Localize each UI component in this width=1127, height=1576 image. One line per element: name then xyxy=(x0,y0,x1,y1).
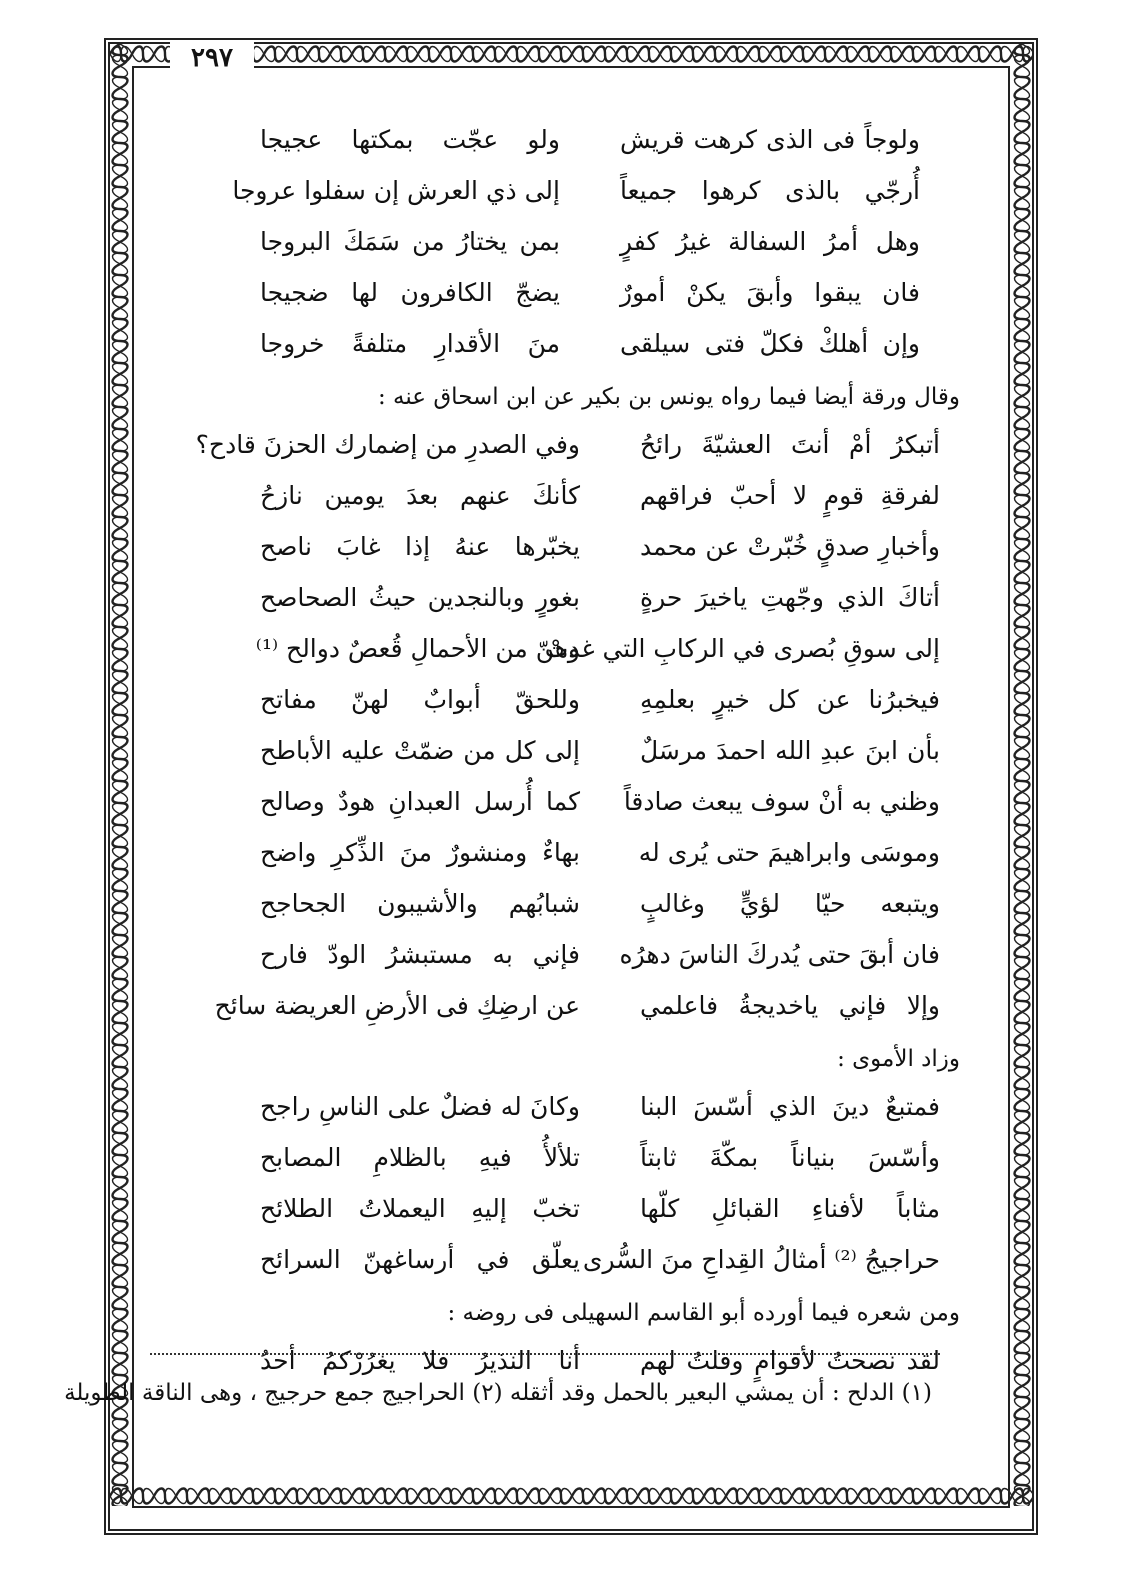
footnote: (١) الدلح : أن يمشي البعير بالحمل وقد أثقله (٢) الحراجيج جمع حرجيج ، وهى الناقة الطويلة xyxy=(64,1380,932,1406)
verse-line xyxy=(150,729,980,780)
verse-line xyxy=(150,831,980,882)
verse-line xyxy=(150,118,980,169)
verse-first-hemistich: إلى سوقِ بُصرى في الركابِ التي غدتْ xyxy=(544,634,940,663)
ornament-band-bottom xyxy=(110,1486,1032,1506)
page-number: ٢٩٧ xyxy=(170,40,254,76)
verse-line xyxy=(150,474,980,525)
verse-second-hemistich: وكانَ له فضلٌ على الناسِ راجح xyxy=(260,1092,580,1121)
verse-second-hemistich: بمن يختارُ من سَمَكَ البروجا xyxy=(260,227,560,256)
verse-second-hemistich: يضجّ الكافرون لها ضجيجا xyxy=(260,278,560,307)
verse-first-hemistich: حراجيجُ ⁽²⁾ أمثالُ القِداحِ منَ السُّرى xyxy=(582,1245,940,1274)
verse-first-hemistich: ويتبعه حيّا لؤيٍّ وغالبٍ xyxy=(640,889,940,918)
verse-line xyxy=(150,780,980,831)
verse-first-hemistich: وظني به أنْ سوف يبعث صادقاً xyxy=(623,787,940,816)
verse-first-hemistich: وأسّسَ بنياناً بمكّةَ ثابتاً xyxy=(640,1143,940,1172)
verse-first-hemistich: وموسَى وابراهيمَ حتى يُرى له xyxy=(638,838,940,867)
section-intro: ومن شعره فيما أورده أبو القاسم السهيلى فى روضه : xyxy=(447,1300,960,1326)
verse-first-hemistich: وهل أمرُ السفالة غيرُ كفرٍ xyxy=(620,227,920,256)
verse-second-hemistich: تلألأُ فيهِ بالظلامِ المصابح xyxy=(260,1143,580,1172)
verse-first-hemistich: فمتبعٌ دينَ الذي أسّسَ البنا xyxy=(640,1092,940,1121)
footnote-separator xyxy=(150,1353,940,1355)
verse-line xyxy=(150,1136,980,1187)
verse-second-hemistich: وللحقّ أبوابٌ لهنّ مفاتح xyxy=(260,685,580,714)
section-intro: وزاد الأموى : xyxy=(837,1046,960,1072)
ornament-band-right xyxy=(1012,44,1032,1506)
verse-line xyxy=(150,322,980,373)
verse-second-hemistich: فإني به مستبشرُ الودّ فارح xyxy=(260,940,580,969)
section-intro: وقال ورقة أيضا فيما رواه يونس بن بكير عن ابن اسحاق عنه : xyxy=(377,384,960,410)
poem-section-3 xyxy=(150,1085,980,1289)
verse-line xyxy=(150,271,980,322)
verse-first-hemistich: وإلا فإني ياخديجةُ فاعلمي xyxy=(640,991,940,1020)
verse-first-hemistich: مثاباً لأفناءِ القبائلِ كلّها xyxy=(640,1194,940,1223)
verse-second-hemistich: عن ارضِكِ فى الأرضِ العريضة سائح xyxy=(214,991,580,1020)
verse-second-hemistich: تخبّ إليهِ اليعملاتُ الطلائح xyxy=(260,1194,580,1223)
verse-first-hemistich: فان أبقَ حتى يُدركَ الناسَ دهرُه xyxy=(619,940,940,969)
poem-content xyxy=(150,118,980,1390)
verse-first-hemistich: بأن ابنَ عبدِ الله احمدَ مرسَلٌ xyxy=(640,736,940,765)
poem-section-2 xyxy=(150,423,980,1035)
verse-second-hemistich: منَ الأقدارِ متلفةً خروجا xyxy=(260,329,560,358)
verse-first-hemistich: لقد نصحتُ لأقوامٍ وقلتُ لهم xyxy=(640,1346,940,1375)
verse-first-hemistich: ولوجاً فى الذى كرهت قريش xyxy=(620,125,920,154)
verse-first-hemistich: أتبكرُ أمْ أنتَ العشيّةَ رائحُ xyxy=(640,430,940,459)
verse-second-hemistich: يعلّق في أرساغهنّ السرائح xyxy=(260,1245,580,1274)
verse-line xyxy=(150,169,980,220)
verse-line xyxy=(150,525,980,576)
verse-first-hemistich: فان يبقوا وأبقَ يكنْ أمورٌ xyxy=(620,278,920,307)
verse-line xyxy=(150,1238,980,1289)
verse-line xyxy=(150,1187,980,1238)
verse-first-hemistich: أتاكَ الذي وجّهتِ ياخيرَ حرةٍ xyxy=(640,583,940,612)
verse-line xyxy=(150,576,980,627)
verse-line xyxy=(150,627,980,678)
verse-second-hemistich: شبابُهم والأشيبون الجحاجح xyxy=(260,889,580,918)
verse-line xyxy=(150,220,980,271)
verse-line xyxy=(150,882,980,933)
verse-first-hemistich: وأخبارِ صدقٍ خُبّرتْ عن محمد xyxy=(640,532,940,561)
ornament-band-left xyxy=(110,44,130,1506)
verse-second-hemistich: وفي الصدرِ من إضمارك الحزنَ قادح؟ xyxy=(195,430,580,459)
verse-line xyxy=(150,1085,980,1136)
verse-second-hemistich: بغورٍ وبالنجدين حيثُ الصحاصح xyxy=(260,583,580,612)
verse-second-hemistich: أنا النذيرُ فلا يغرُرْكمُ أحدُ xyxy=(260,1346,580,1375)
verse-first-hemistich: وإن أهلكْ فكلّ فتى سيلقى xyxy=(620,329,920,358)
verse-first-hemistich: فيخبرُنا عن كل خيرٍ بعلمِهِ xyxy=(640,685,940,714)
verse-second-hemistich: كأنكَ عنهم بعدَ يومين نازحُ xyxy=(260,481,580,510)
verse-line xyxy=(150,423,980,474)
verse-second-hemistich: إلى كل من ضمّتْ عليه الأباطح xyxy=(260,736,580,765)
poem-section-1 xyxy=(150,118,980,373)
verse-line xyxy=(150,984,980,1035)
verse-second-hemistich: وهنّ من الأحمالِ قُعصٌ دوالح ⁽¹⁾ xyxy=(255,634,580,663)
verse-second-hemistich: يخبّرها عنهُ إذا غابَ ناصح xyxy=(260,532,580,561)
verse-second-hemistich: كما أُرسل العبدانِ هودٌ وصالح xyxy=(260,787,580,816)
verse-first-hemistich: لفرقةِ قومٍ لا أحبّ فراقهم xyxy=(640,481,940,510)
verse-second-hemistich: ولو عجّت بمكتها عجيجا xyxy=(260,125,560,154)
verse-second-hemistich: إلى ذي العرش إن سفلوا عروجا xyxy=(232,176,560,205)
verse-first-hemistich: أُرجّي بالذى كرهوا جميعاً xyxy=(620,176,920,205)
verse-second-hemistich: بهاءٌ ومنشورٌ منَ الذِّكرِ واضح xyxy=(260,838,580,867)
verse-line xyxy=(150,933,980,984)
verse-line xyxy=(150,678,980,729)
